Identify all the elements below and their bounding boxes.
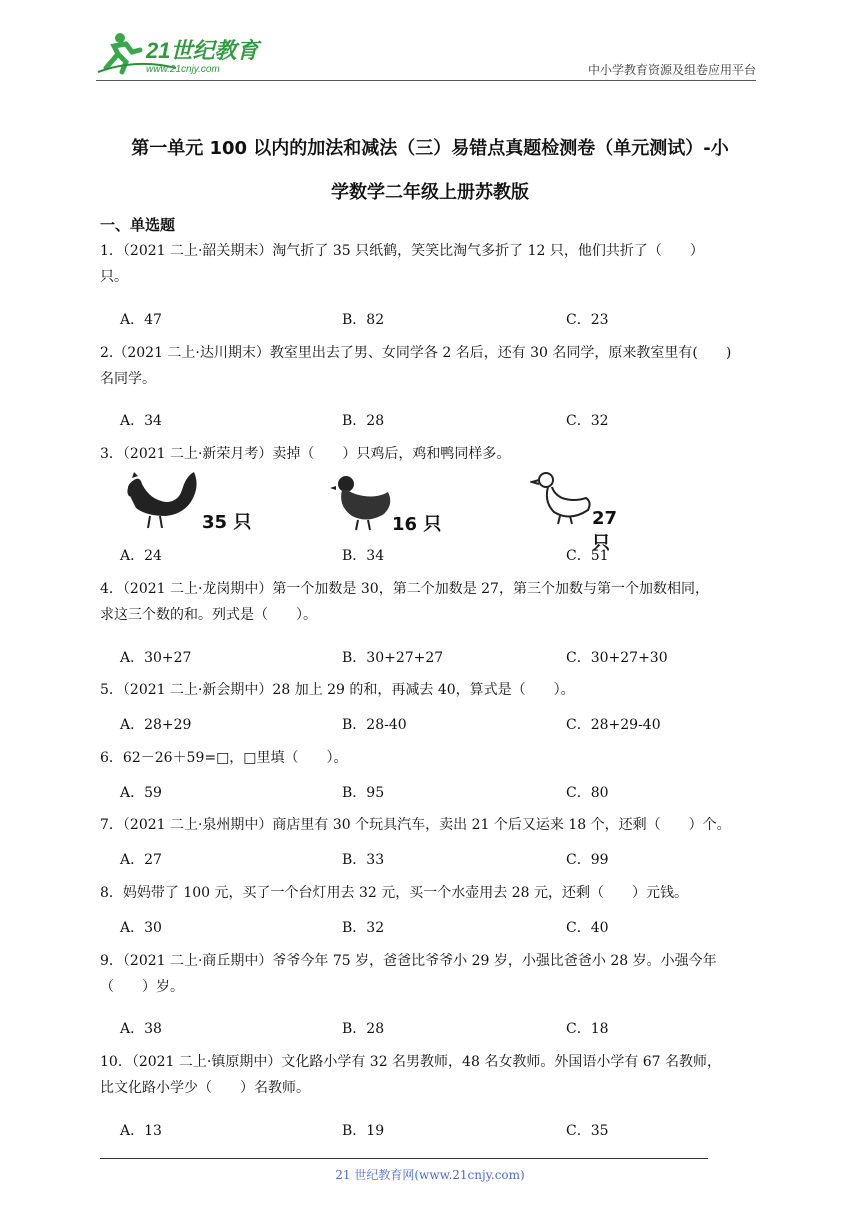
question-6 xyxy=(100,745,764,771)
header-platform-text: 中小学教育资源及组卷应用平台 xyxy=(587,63,756,77)
option-b[interactable]: B．28 xyxy=(342,1021,385,1037)
option-b[interactable]: B．28-40 xyxy=(342,717,407,733)
question-text-cont: （ ）岁。 xyxy=(100,979,184,995)
option-a[interactable]: A．47 xyxy=(120,312,162,328)
option-c[interactable]: C．35 xyxy=(566,1123,609,1139)
question-9 xyxy=(100,948,764,1000)
option-b[interactable]: B．82 xyxy=(342,312,385,328)
question-2 xyxy=(100,340,764,392)
option-c[interactable]: C．18 xyxy=(566,1021,609,1037)
question-text: 9．（2021 二上·商丘期中）爷爷今年 75 岁，爸爸比爷爷小 29 岁，小强比爸爸小 28 岁。小强今年 xyxy=(100,953,717,969)
header-divider xyxy=(96,80,756,81)
question-text: 5．（2021 二上·新会期中）28 加上 29 的和，再减去 40，算式是（ ）。 xyxy=(100,682,575,698)
option-b[interactable]: B．30+27+27 xyxy=(342,650,444,666)
option-c[interactable]: C．99 xyxy=(566,852,609,868)
duck-count: 27 只 xyxy=(592,508,618,554)
option-b[interactable]: B．95 xyxy=(342,785,385,801)
svg-text:21世纪教育: 21世纪教育 xyxy=(146,38,259,63)
question-4 xyxy=(100,576,764,628)
section-heading: 一、单选题 xyxy=(100,216,176,234)
option-a[interactable]: A．27 xyxy=(120,852,162,868)
option-a[interactable]: A．13 xyxy=(120,1123,162,1139)
option-b[interactable]: B．28 xyxy=(342,413,385,429)
question-text-cont: 名同学。 xyxy=(100,371,156,387)
duck-icon xyxy=(530,468,600,530)
question-10 xyxy=(100,1049,764,1101)
question-3-figures xyxy=(120,466,640,554)
question-text: 1．（2021 二上·韶关期末）淘气折了 35 只纸鹤，笑笑比淘气多折了 12 只，他们共折了（ ） xyxy=(100,243,704,259)
question-text: 3．（2021 二上·新荣月考）卖掉（ ）只鸡后，鸡和鸭同样多。 xyxy=(100,446,511,462)
question-8 xyxy=(100,880,764,906)
page-header xyxy=(96,28,756,82)
option-b[interactable]: B．33 xyxy=(342,852,385,868)
option-a[interactable]: A．28+29 xyxy=(120,717,192,733)
question-text-cont: 求这三个数的和。列式是（ ）。 xyxy=(100,607,317,623)
page-title-line1: 第一单元 100 以内的加法和减法（三）易错点真题检测卷（单元测试）-小 xyxy=(131,138,729,159)
logo-21cnjy xyxy=(96,28,296,78)
question-7 xyxy=(100,812,764,838)
option-a[interactable]: A．38 xyxy=(120,1021,162,1037)
question-text: 4．（2021 二上·龙岗期中）第一个加数是 30，第二个加数是 27，第三个加数与第一个加数相同， xyxy=(100,581,709,597)
option-c[interactable]: C．23 xyxy=(566,312,609,328)
question-1 xyxy=(100,238,764,290)
question-text: 10．（2021 二上·镇原期中）文化路小学有 32 名男教师，48 名女教师。外国语小学有 67 名教师， xyxy=(100,1054,722,1070)
hen-icon xyxy=(328,470,398,532)
question-text-cont: 只。 xyxy=(100,269,128,285)
option-a[interactable]: A．34 xyxy=(120,413,162,429)
option-a[interactable]: A．24 xyxy=(120,548,162,564)
option-c[interactable]: C．51 xyxy=(566,548,609,564)
option-c[interactable]: C．80 xyxy=(566,785,609,801)
svg-text:www.21cnjy.com: www.21cnjy.com xyxy=(146,64,220,75)
rooster-icon xyxy=(120,466,200,532)
question-text: 8．妈妈带了 100 元，买了一个台灯用去 32 元，买一个水壶用去 28 元，还剩（ ）元钱。 xyxy=(100,885,688,901)
option-a[interactable]: A．59 xyxy=(120,785,162,801)
option-b[interactable]: B．19 xyxy=(342,1123,385,1139)
footer-divider xyxy=(100,1158,708,1159)
option-a[interactable]: A．30 xyxy=(120,920,162,936)
question-3 xyxy=(100,441,764,467)
option-c[interactable]: C．40 xyxy=(566,920,609,936)
question-text: 2.（2021 二上·达川期末）教室里出去了男、女同学各 2 名后，还有 30 名同学，原来教室里有( ) xyxy=(100,345,732,361)
question-text: 7．（2021 二上·泉州期中）商店里有 30 个玩具汽车，卖出 21 个后又运来 18 个，还剩（ ）个。 xyxy=(100,817,731,833)
question-text-cont: 比文化路小学少（ ）名教师。 xyxy=(100,1080,310,1096)
question-text: 6．62－26＋59=□，□里填（ ）。 xyxy=(100,750,348,766)
footer-link[interactable]: 21 世纪教育网(www.21cnjy.com) xyxy=(335,1168,525,1182)
option-a[interactable]: A．30+27 xyxy=(120,650,192,666)
option-c[interactable]: C．30+27+30 xyxy=(566,650,668,666)
rooster-count: 35 只 xyxy=(202,512,252,533)
option-b[interactable]: B．32 xyxy=(342,920,385,936)
option-b[interactable]: B．34 xyxy=(342,548,385,564)
question-5 xyxy=(100,677,764,703)
option-c[interactable]: C．28+29-40 xyxy=(566,717,661,733)
hen-count: 16 只 xyxy=(392,514,442,535)
option-c[interactable]: C．32 xyxy=(566,413,609,429)
page-title-line2: 学数学二年级上册苏教版 xyxy=(331,182,529,203)
